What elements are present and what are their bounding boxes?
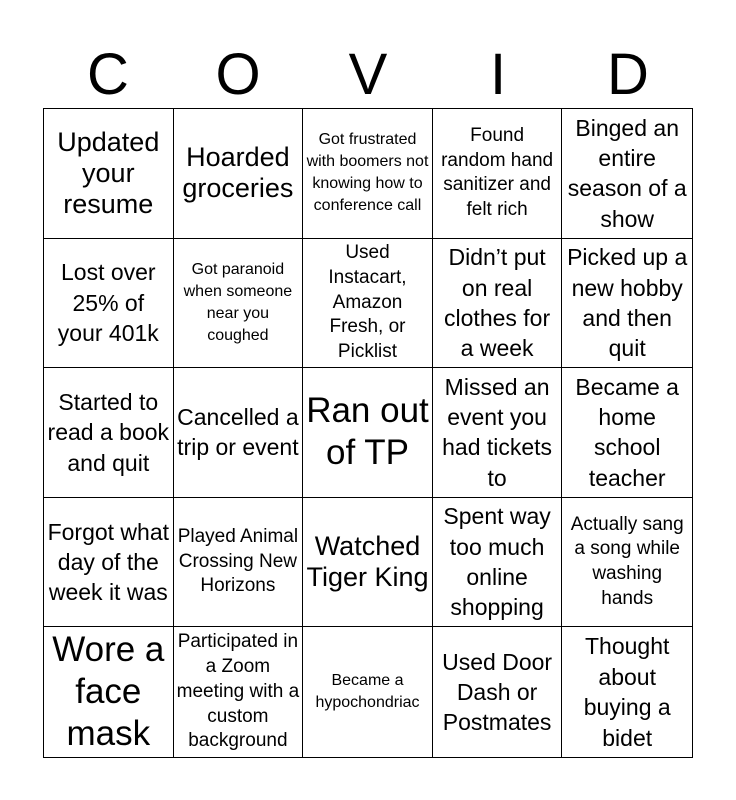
bingo-cell-r1-c4[interactable] bbox=[433, 109, 563, 239]
bingo-cell-text: Played Animal Crossing New Horizons bbox=[177, 526, 299, 597]
bingo-cell-text: Picked up a new hobby and then quit bbox=[567, 244, 688, 362]
header-letter-d: D bbox=[607, 42, 649, 107]
bingo-cell-r4-c3[interactable] bbox=[303, 498, 433, 628]
header-letter-c: C bbox=[87, 42, 129, 107]
bingo-grid bbox=[43, 108, 693, 758]
bingo-cell-r3-c3[interactable] bbox=[303, 368, 433, 498]
bingo-cell-text: Actually sang a song while washing hands bbox=[570, 513, 684, 609]
bingo-cell-text: Watched Tiger King bbox=[306, 531, 429, 593]
bingo-cell-text: Started to read a book and quit bbox=[47, 388, 170, 476]
bingo-cell-r1-c2[interactable] bbox=[174, 109, 304, 239]
bingo-cell-r4-c4[interactable] bbox=[433, 498, 563, 628]
bingo-cell-text: Hoarded groceries bbox=[182, 142, 294, 204]
bingo-cell-text: Ran out of TP bbox=[306, 391, 429, 473]
bingo-cell-text: Became a hypochondriac bbox=[315, 672, 420, 712]
bingo-cell-text: Got paranoid when someone near you coughed bbox=[183, 260, 293, 344]
bingo-cell-text: Forgot what day of the week it was bbox=[47, 518, 170, 606]
bingo-cell-text: Lost over 25% of your 401k bbox=[57, 259, 159, 347]
bingo-cell-text: Found random hand sanitizer and felt rich bbox=[441, 124, 554, 220]
bingo-cell-r5-c5[interactable] bbox=[562, 627, 692, 757]
bingo-cell-text: Cancelled a trip or event bbox=[177, 404, 299, 461]
bingo-cell-text: Wore a face mask bbox=[52, 630, 165, 754]
bingo-cell-r5-c3[interactable] bbox=[303, 627, 433, 757]
bingo-cell-r3-c5[interactable] bbox=[562, 368, 692, 498]
bingo-cell-r1-c5[interactable] bbox=[562, 109, 692, 239]
bingo-header bbox=[43, 42, 693, 108]
bingo-cell-text: Thought about buying a bidet bbox=[583, 633, 671, 751]
bingo-cell-r4-c2[interactable] bbox=[174, 498, 304, 628]
bingo-cell-text: Didn’t put on real clothes for a week bbox=[444, 244, 551, 362]
bingo-cell-text: Updated your resume bbox=[57, 126, 160, 219]
bingo-cell-text: Binged an entire season of a show bbox=[567, 114, 687, 232]
bingo-cell-r1-c3[interactable] bbox=[303, 109, 433, 239]
bingo-cell-r5-c4[interactable] bbox=[433, 627, 563, 757]
bingo-cell-r2-c5[interactable] bbox=[562, 239, 692, 369]
bingo-cell-text: Used Instacart, Amazon Fresh, or Picklist bbox=[328, 242, 407, 362]
bingo-cell-text: Used Door Dash or Postmates bbox=[442, 648, 553, 736]
bingo-cell-text: Missed an event you had tickets to bbox=[442, 373, 553, 491]
header-letter-i: I bbox=[489, 42, 507, 107]
bingo-cell-r2-c4[interactable] bbox=[433, 239, 563, 369]
bingo-cell-r2-c1[interactable] bbox=[44, 239, 174, 369]
bingo-cell-r3-c1[interactable] bbox=[44, 368, 174, 498]
header-letter-v: V bbox=[348, 42, 388, 107]
bingo-cell-text: Became a home school teacher bbox=[575, 373, 679, 491]
bingo-cell-text: Got frustrated with boomers not knowing how to conference call bbox=[306, 131, 429, 215]
bingo-cell-text: Spent way too much online shopping bbox=[443, 503, 551, 621]
header-letter-o: O bbox=[215, 42, 261, 107]
bingo-cell-r1-c1[interactable] bbox=[44, 109, 174, 239]
bingo-cell-r4-c1[interactable] bbox=[44, 498, 174, 628]
bingo-cell-r4-c5[interactable] bbox=[562, 498, 692, 628]
bingo-cell-r5-c1[interactable] bbox=[44, 627, 174, 757]
bingo-cell-r2-c3[interactable] bbox=[303, 239, 433, 369]
bingo-cell-text: Participated in a Zoom meeting with a custom background bbox=[176, 631, 300, 752]
bingo-cell-r5-c2[interactable] bbox=[174, 627, 304, 757]
bingo-cell-r3-c4[interactable] bbox=[433, 368, 563, 498]
bingo-cell-r3-c2[interactable] bbox=[174, 368, 304, 498]
bingo-cell-r2-c2[interactable] bbox=[174, 239, 304, 369]
